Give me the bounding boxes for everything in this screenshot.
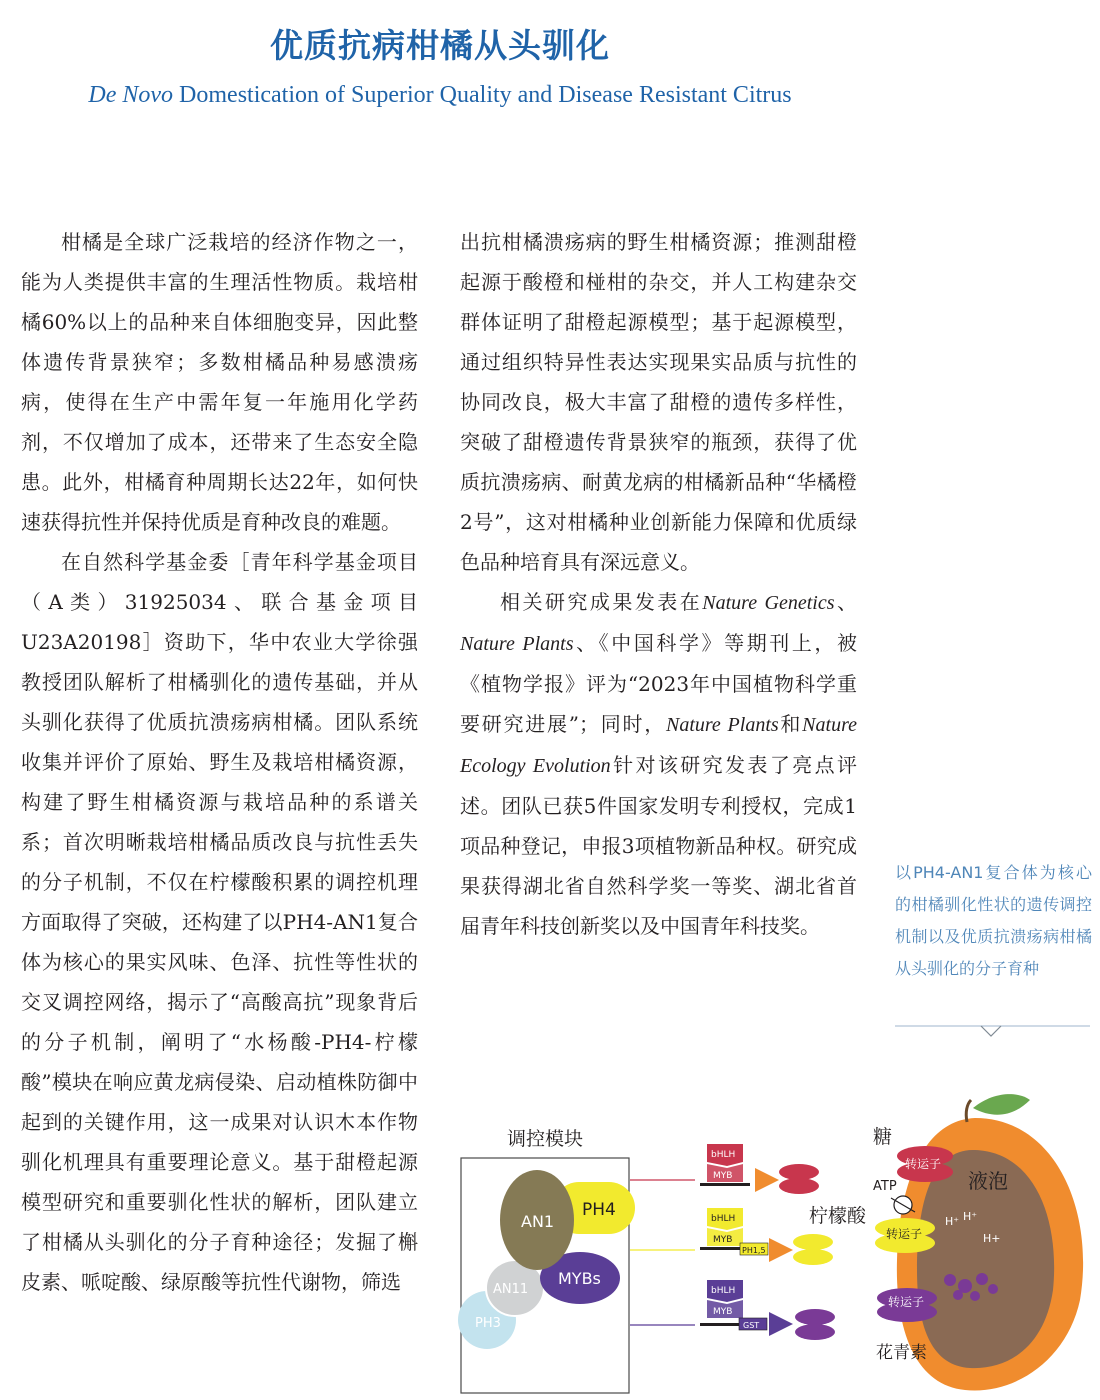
anthocyanin-transporter — [877, 1288, 937, 1322]
yellow-protein-icon — [793, 1234, 833, 1265]
figure-caption: 以PH4-AN1复合体为核心的柑橘驯化性状的遗传调控机制以及优质抗溃疡病柑橘从头驯化的分子育种 — [895, 863, 1092, 978]
red-protein-icon — [779, 1164, 819, 1194]
citric-acid-label: 柠檬酸 — [809, 1205, 867, 1227]
p2-lead: 相关研究成果发表在 — [500, 590, 703, 614]
figure-svg — [455, 1090, 1095, 1395]
bhlh-label-1: bHLH — [711, 1150, 736, 1160]
ph3-label: PH3 — [475, 1316, 501, 1331]
h-plus-2: H⁺ — [963, 1210, 978, 1223]
right-column — [460, 222, 857, 946]
vacuole-label: 液泡 — [968, 1169, 1008, 1193]
module-title: 调控模块 — [507, 1128, 584, 1150]
ph15-label: PH1,5 — [742, 1246, 766, 1255]
p2-text-c: 和 — [778, 712, 803, 736]
right-paragraph-1: 出抗柑橘溃疡病的野生柑橘资源；推测甜橙起源于酸橙和椪柑的杂交，并人工构建杂交群体证明了甜橙起源模型；基于起源模型，通过组织特异性表达实现果实品质与抗性的协同改良，极大丰富了甜橙的遗传多样性，突破了甜橙遗传背景狭窄的瓶颈，获得了优质抗溃疡病、耐黄龙病的柑橘新品种“华橘橙2号”，这对柑橘种业创新能力保障和优质绿色品种培育具有深远意义。 — [460, 230, 857, 574]
gst-label: GST — [743, 1321, 760, 1330]
journal-nature-plants: Nature Plants — [460, 633, 574, 655]
p2-text-b: 、《中国科学》等期刊上，被《植物学报》评为“2023年中国植物科学重要研究进展”；同时， — [460, 631, 858, 736]
h-plus-1: H⁺ — [945, 1215, 960, 1228]
an1-label: AN1 — [521, 1212, 555, 1231]
subtitle-italic: De Novo — [88, 82, 174, 108]
right-paragraph-2 — [460, 582, 857, 946]
myb-label-1: MYB — [713, 1171, 733, 1181]
subtitle-rest: Domestication of Superior Quality and Disease Resistant Citrus — [173, 82, 792, 108]
purple-protein-icon — [795, 1309, 835, 1340]
mybs-label: MYBs — [558, 1269, 601, 1288]
transporter-label-2: 转运子 — [886, 1227, 923, 1241]
journal-nature-genetics: Nature Genetics — [702, 592, 835, 614]
left-column — [21, 222, 418, 1302]
complex-row3 — [700, 1280, 767, 1330]
complex-row1 — [700, 1144, 750, 1186]
p2-sep: 、 — [834, 590, 858, 614]
transporter-label-1: 转运子 — [905, 1157, 942, 1171]
h-plus-3: H+ — [983, 1232, 1001, 1245]
caption-divider — [895, 1024, 1090, 1044]
journal-nature-ecology-evolution: Nature Ecology Evolution — [460, 714, 857, 777]
bhlh-label-3: bHLH — [711, 1286, 736, 1296]
left-paragraph-1: 柑橘是全球广泛栽培的经济作物之一，能为人类提供丰富的生理活性物质。栽培柑橘60%以上的品种来自体细胞变异，因此整体遗传背景狭窄；多数柑橘品种易感溃疡病，使得在生产中需年复一年施用化学药剂，不仅增加了成本，还带来了生态安全隐患。此外，柑橘育种周期长达22年，如何快速获得抗性并保持优质是育种改良的难题。 — [21, 230, 418, 534]
page-title: 优质抗病柑橘从头驯化 — [270, 26, 610, 65]
left-paragraph-2: 在自然科学基金委［青年科学基金项目（A类）31925034、联合基金项目U23A20198］资助下，华中农业大学徐强教授团队解析了柑橘驯化的遗传基础，并从头驯化获得了优质抗溃疡病柑橘。团队系统收集并评价了原始、野生及栽培柑橘资源，构建了野生柑橘资源与栽培品种的系谱关系；首次明晰栽培柑橘品质改良与抗性丢失的分子机制，不仅在柠檬酸积累的调控机理方面取得了突破，还构建了以PH4-AN1复合体为核心的果实风味、色泽、抗性等性状的交叉调控网络，揭示了“高酸高抗”现象背后的分子机制，阐明了“水杨酸-PH4-柠檬酸”模块在响应黄龙病侵染、启动植株防御中起到的关键作用，这一成果对认识木本作物驯化机理具有重要理论意义。基于甜橙起源模型研究和重要驯化性状的解析，团队建立了柑橘从头驯化的分子育种途径；发掘了槲皮素、哌啶酸、绿原酸等抗性代谢物，筛选 — [21, 550, 418, 1294]
bhlh-label-2: bHLH — [711, 1214, 736, 1224]
sugar-label: 糖 — [873, 1126, 893, 1148]
journal-nature-plants-2: Nature Plants — [665, 714, 779, 736]
ph4-label: PH4 — [582, 1200, 616, 1220]
myb-label-2: MYB — [713, 1235, 733, 1245]
complex-row2 — [700, 1208, 768, 1255]
transporter-label-3: 转运子 — [888, 1295, 925, 1309]
myb-label-3: MYB — [713, 1307, 733, 1317]
figure — [455, 1090, 1095, 1395]
an11-label: AN11 — [493, 1282, 529, 1297]
p2-text-d: 针对该研究发表了亮点评述。团队已获5件国家发明专利授权，完成1项品种登记，申报3项植物新品种权。研究成果获得湖北省自然科学奖一等奖、湖北省首届青年科技创新奖以及中国青年科技奖。 — [460, 753, 857, 938]
atp-label: ATP — [873, 1179, 897, 1194]
anthocyanin-label: 花青素 — [876, 1343, 927, 1363]
page-subtitle — [0, 82, 880, 109]
